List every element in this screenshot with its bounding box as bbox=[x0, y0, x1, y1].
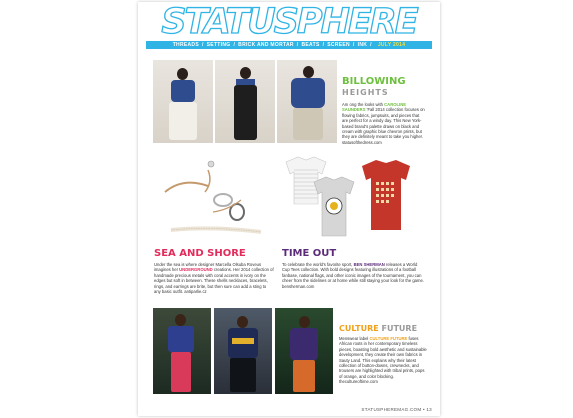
time-out-brand: BEN SHERMAN bbox=[353, 262, 385, 267]
nav-separator: / bbox=[201, 42, 204, 48]
fashion-photo-model-3 bbox=[277, 60, 337, 143]
nav-item-threads[interactable]: THREADS bbox=[172, 42, 199, 48]
tshirts-photo bbox=[276, 152, 426, 244]
sea-shore-url: antiparlie.cz bbox=[184, 289, 207, 295]
section-nav-bar bbox=[146, 41, 432, 49]
billowing-brand: CAROLINE SAUNDERS bbox=[342, 102, 407, 113]
sea-shore-body-text: Under the sea is where designer Marcella Olsuba Roveus imagines her UNDERGROUND creations. Her 2014 collection of handmade precious metals with coral accents in ivory on the edges but soft in between. These shells necklaces, bracelets, rings, and earrings are brite, but then sure can add a sting to any basic outfit. antiparlie.cz bbox=[154, 262, 274, 295]
nav-separator: / bbox=[370, 42, 372, 48]
culture-brand: CULTURE FUTURE bbox=[369, 336, 408, 341]
culture-heading-word-2: FUTURE bbox=[381, 324, 418, 333]
culture-photo-3 bbox=[275, 308, 333, 394]
billowing-heading-line1: BILLOWING bbox=[342, 76, 406, 87]
sea-shore-brand: UNDERGROUND bbox=[179, 267, 213, 273]
nav-item-setting[interactable]: SETTING bbox=[206, 42, 231, 48]
issue-date: JULY 2014 bbox=[377, 42, 406, 48]
nav-item-brick-and-mortar[interactable]: BRICK AND MORTAR bbox=[238, 42, 294, 48]
culture-heading bbox=[339, 324, 417, 333]
culture-body-text: Menswear label CULTURE FUTURE fuses African roots in her contemporary timeless pieces, boasting bold aesthetic and sustainable development, they create their own fabrics in Sauty Land. This explains why their latest collection of button-downs, crewnecks, and trousers are highlighted with tribal prints, pops of orange, and color blocking. thecultureoftime.com bbox=[339, 336, 427, 385]
billowing-url: statusofthedress.com bbox=[342, 139, 382, 145]
culture-photo-1 bbox=[153, 308, 211, 394]
nav-separator: / bbox=[296, 42, 299, 48]
jewelry-photo bbox=[153, 152, 271, 244]
magazine-page bbox=[138, 2, 440, 416]
fashion-photo-model-1 bbox=[153, 60, 213, 143]
billowing-body-text: Am ong the looks with CAROLINE SAUNDERS 'Fall 2014 collection focuses on flowing fabrics, jumpsuits, and pieces that are perfect for a windy day. This New York-based brand's palette draws on black and cream with graphic blue chevron prints, but they are definitely meant to take you higher. statusofthedress.com bbox=[342, 102, 425, 145]
time-out-url: bensherman.com bbox=[282, 283, 315, 289]
sea-shore-heading: SEA AND SHORE bbox=[154, 248, 246, 259]
nav-item-screen[interactable]: SCREEN bbox=[327, 42, 350, 48]
culture-photo-2 bbox=[214, 308, 272, 394]
time-out-body-text: To celebrate the world's favorite sport, BEN SHERMAN releases a World Cup Tees collection. With bold designs featuring illustrations of a football fanbase, national flags, and other iconic images of the tournament, you can cheer from the sidelines or at home while still staying your look for the game. bensherman.com bbox=[282, 262, 424, 289]
nav-item-ink[interactable]: INK bbox=[357, 42, 368, 48]
fashion-photo-model-2 bbox=[215, 60, 275, 143]
culture-url: thecultureoftime.com bbox=[339, 379, 378, 385]
nav-separator: / bbox=[233, 42, 236, 48]
nav-separator: / bbox=[352, 42, 355, 48]
nav-separator: / bbox=[322, 42, 325, 48]
masthead-title: STATUSPHERE bbox=[161, 5, 417, 39]
time-out-heading: TIME OUT bbox=[282, 248, 337, 259]
page-footer: STATUSPHEREMAG.COM • 13 bbox=[361, 407, 432, 412]
culture-heading-word-1: CULTURE bbox=[339, 324, 379, 333]
billowing-heading-line2: HEIGHTS bbox=[342, 88, 389, 97]
nav-item-beats[interactable]: BEATS bbox=[301, 42, 320, 48]
